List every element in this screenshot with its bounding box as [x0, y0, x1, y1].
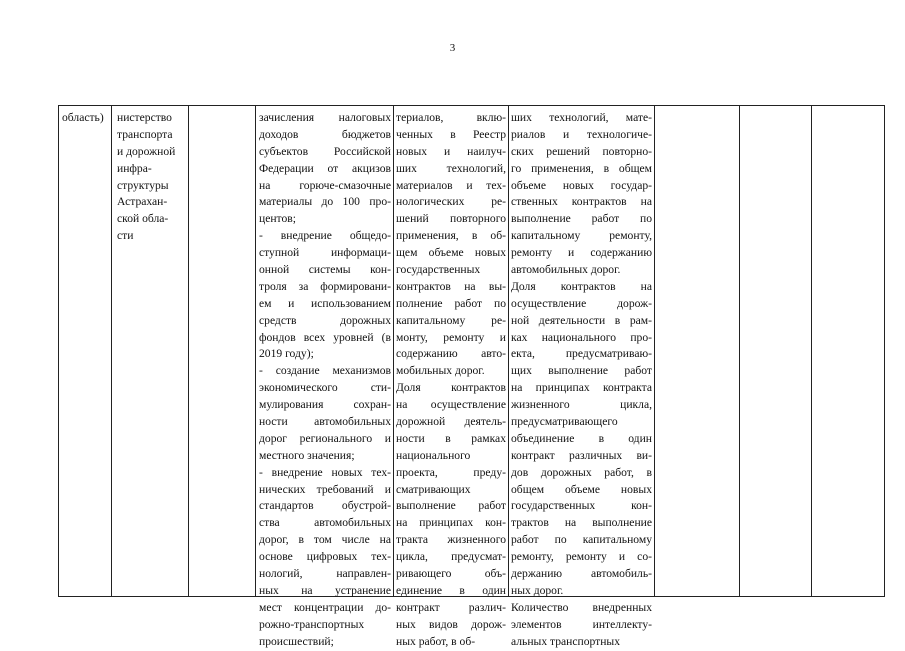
cell-text-line: структуры — [117, 178, 169, 192]
cell-text-line: капитальному ремонту, — [511, 229, 652, 243]
cell-text-line: ченных в Реестр — [396, 127, 506, 141]
cell-text-line: ности автомобильных — [259, 415, 391, 429]
cell-text-line: ремонту, ремонту и со- — [511, 550, 652, 564]
cell-text-line: фондов всех уровней (в — [259, 330, 391, 344]
cell-text-line: субъектов Российской — [259, 144, 391, 158]
cell-text-line: трактов на выполнение — [511, 516, 652, 530]
cell-text-line: альных транспортных — [511, 634, 621, 648]
cell-text-line: ривающего объ- — [396, 567, 506, 581]
cell-text-line: ших технологий, — [396, 161, 506, 175]
cell-text-line: общем объеме новых — [511, 482, 652, 496]
cell-text-line: на принципах контракта — [511, 381, 652, 395]
cell-text-line: онной системы кон- — [259, 263, 391, 277]
cell-text-line: мобильных дорог. — [396, 364, 485, 378]
cell-text-line: ремонту и содержанию — [511, 246, 652, 260]
cell-text-line: государственных кон- — [511, 499, 652, 513]
cell-text-line: шений повторного — [396, 212, 506, 226]
cell-text-line: материалов и тех- — [396, 178, 506, 192]
cell-region — [62, 110, 110, 127]
cell-text-line: происшествий; — [259, 634, 334, 648]
cell-text-line: ках национального про- — [511, 330, 652, 344]
cell-text-line: применения, в об- — [396, 229, 506, 243]
cell-text-line: ной деятельности в рам- — [511, 313, 652, 327]
cell-text-line: работ по капитальному — [511, 533, 652, 547]
cell-measures — [259, 110, 391, 651]
cell-text-line: средств дорожных — [259, 313, 391, 327]
cell-text-line: щем объеме новых — [396, 246, 506, 260]
cell-text-line: проекта, преду- — [396, 465, 506, 479]
cell-text-line: ственных контрактов на — [511, 195, 652, 209]
cell-text-line: нологических ре- — [396, 195, 506, 209]
cell-text-line: ных работ, в об- — [396, 634, 476, 648]
cell-text-line: стандартов обустрой- — [259, 499, 391, 513]
cell-text-line: местного значения; — [259, 448, 355, 462]
cell-text-line: контрактов на вы- — [396, 279, 506, 293]
cell-text-line: - внедрение новых тех- — [259, 465, 391, 479]
cell-text-line: контракт различ- — [396, 600, 506, 614]
cell-text-line: дорог, в том числе на — [259, 533, 391, 547]
program-table — [58, 105, 885, 648]
column-divider — [654, 106, 655, 596]
cell-text-line: на осуществление — [396, 398, 506, 412]
cell-text-line: национального — [396, 448, 471, 462]
cell-text-line: дорожной деятель- — [396, 415, 506, 429]
cell-text-line: тракта жизненного — [396, 533, 506, 547]
cell-text-line: риалов и технологиче- — [511, 127, 652, 141]
cell-text-line: объединение в один — [511, 431, 652, 445]
cell-text-line: зачисления налоговых — [259, 111, 391, 124]
cell-text-line: предусматривающего — [511, 415, 618, 429]
cell-text-line: ства автомобильных — [259, 516, 391, 530]
cell-text-line: и дорожной — [117, 144, 176, 158]
cell-text-line: жизненного цикла, — [511, 398, 652, 412]
column-divider — [188, 106, 189, 596]
cell-text-line: троля за формировани- — [259, 279, 391, 293]
column-divider — [811, 106, 812, 596]
cell-text-line: содержанию авто- — [396, 347, 506, 361]
cell-text-line: доходов бюджетов — [259, 127, 391, 141]
cell-text-line: основе цифровых тех- — [259, 550, 391, 564]
cell-text-line: нологий, направлен- — [259, 567, 391, 581]
cell-text-line: область) — [62, 111, 104, 124]
cell-text-line: нистерство — [117, 111, 172, 124]
column-divider — [255, 106, 256, 596]
cell-text-line: - создание механизмов — [259, 364, 391, 378]
cell-text-line: сматривающих — [396, 482, 471, 496]
cell-text-line: на горюче-смазочные — [259, 178, 391, 192]
cell-text-line: цикла, предусмат- — [396, 550, 506, 564]
cell-text-line: - внедрение общедо- — [259, 229, 391, 243]
cell-text-line: элементов интеллекту- — [511, 617, 652, 631]
cell-results — [511, 110, 652, 651]
cell-text-line: контракт различных ви- — [511, 448, 652, 462]
cell-text-line: государственных — [396, 263, 481, 277]
cell-text-line: ных дорог. — [511, 583, 564, 597]
column-divider — [508, 106, 509, 596]
column-divider — [111, 106, 112, 596]
cell-text-line: 2019 году); — [259, 347, 314, 361]
column-divider — [393, 106, 394, 596]
cell-text-line: Доля контрактов — [396, 381, 506, 395]
cell-text-line: рожно-транспортных — [259, 617, 365, 631]
cell-text-line: объеме новых государ- — [511, 178, 652, 192]
cell-text-line: мулирования сохран- — [259, 398, 391, 412]
cell-text-line: на принципах кон- — [396, 516, 506, 530]
page-number: 3 — [449, 42, 456, 54]
cell-text-line: щих выполнение работ — [511, 364, 652, 378]
cell-text-line: Астрахан- — [117, 195, 168, 209]
cell-text-line: Количество внедренных — [511, 600, 652, 614]
cell-text-line: выполнение работ по — [511, 212, 652, 226]
cell-text-line: капитальному ре- — [396, 313, 506, 327]
cell-text-line: териалов, вклю- — [396, 111, 506, 124]
cell-text-line: единение в один — [396, 583, 506, 597]
cell-text-line: полнение работ по — [396, 296, 506, 310]
cell-text-line: ности в рамках — [396, 431, 506, 445]
cell-text-line: нических требований и — [259, 482, 391, 496]
cell-text-line: ных видов дорож- — [396, 617, 506, 631]
cell-text-line: екта, предусматриваю- — [511, 347, 652, 361]
cell-text-line: центов; — [259, 212, 296, 226]
cell-text-line: ных на устранение — [259, 583, 391, 597]
cell-text-line: монту, ремонту и — [396, 330, 506, 344]
cell-text-line: ской обла- — [117, 212, 169, 226]
cell-text-line: осуществление дорож- — [511, 296, 652, 310]
cell-text-line: материалы до 100 про- — [259, 195, 391, 209]
cell-text-line: дорог регионального и — [259, 431, 391, 445]
cell-text-line: дов дорожных работ, в — [511, 465, 652, 479]
cell-text-line: Федерации от акцизов — [259, 161, 391, 175]
column-divider — [739, 106, 740, 596]
cell-text-line: транспорта — [117, 127, 173, 141]
cell-text-line: ем и использованием — [259, 296, 391, 310]
cell-text-line: ских решений повторно- — [511, 144, 652, 158]
cell-text-line: держанию автомобиль- — [511, 567, 652, 581]
cell-text-line: ступной информаци- — [259, 246, 391, 260]
cell-text-line: экономического сти- — [259, 381, 391, 395]
cell-text-line: новых и наилуч- — [396, 144, 506, 158]
cell-text-line: сти — [117, 229, 134, 243]
cell-text-line: го применения, в общем — [511, 161, 652, 175]
cell-indicators — [396, 110, 506, 651]
cell-text-line: инфра- — [117, 161, 152, 175]
cell-text-line: выполнение работ — [396, 499, 506, 513]
cell-text-line: Доля контрактов на — [511, 279, 652, 293]
cell-text-line: автомобильных дорог. — [511, 263, 621, 277]
cell-responsible — [117, 110, 187, 245]
cell-text-line: мест концентрации до- — [259, 600, 391, 614]
cell-text-line: ших технологий, мате- — [511, 111, 652, 124]
